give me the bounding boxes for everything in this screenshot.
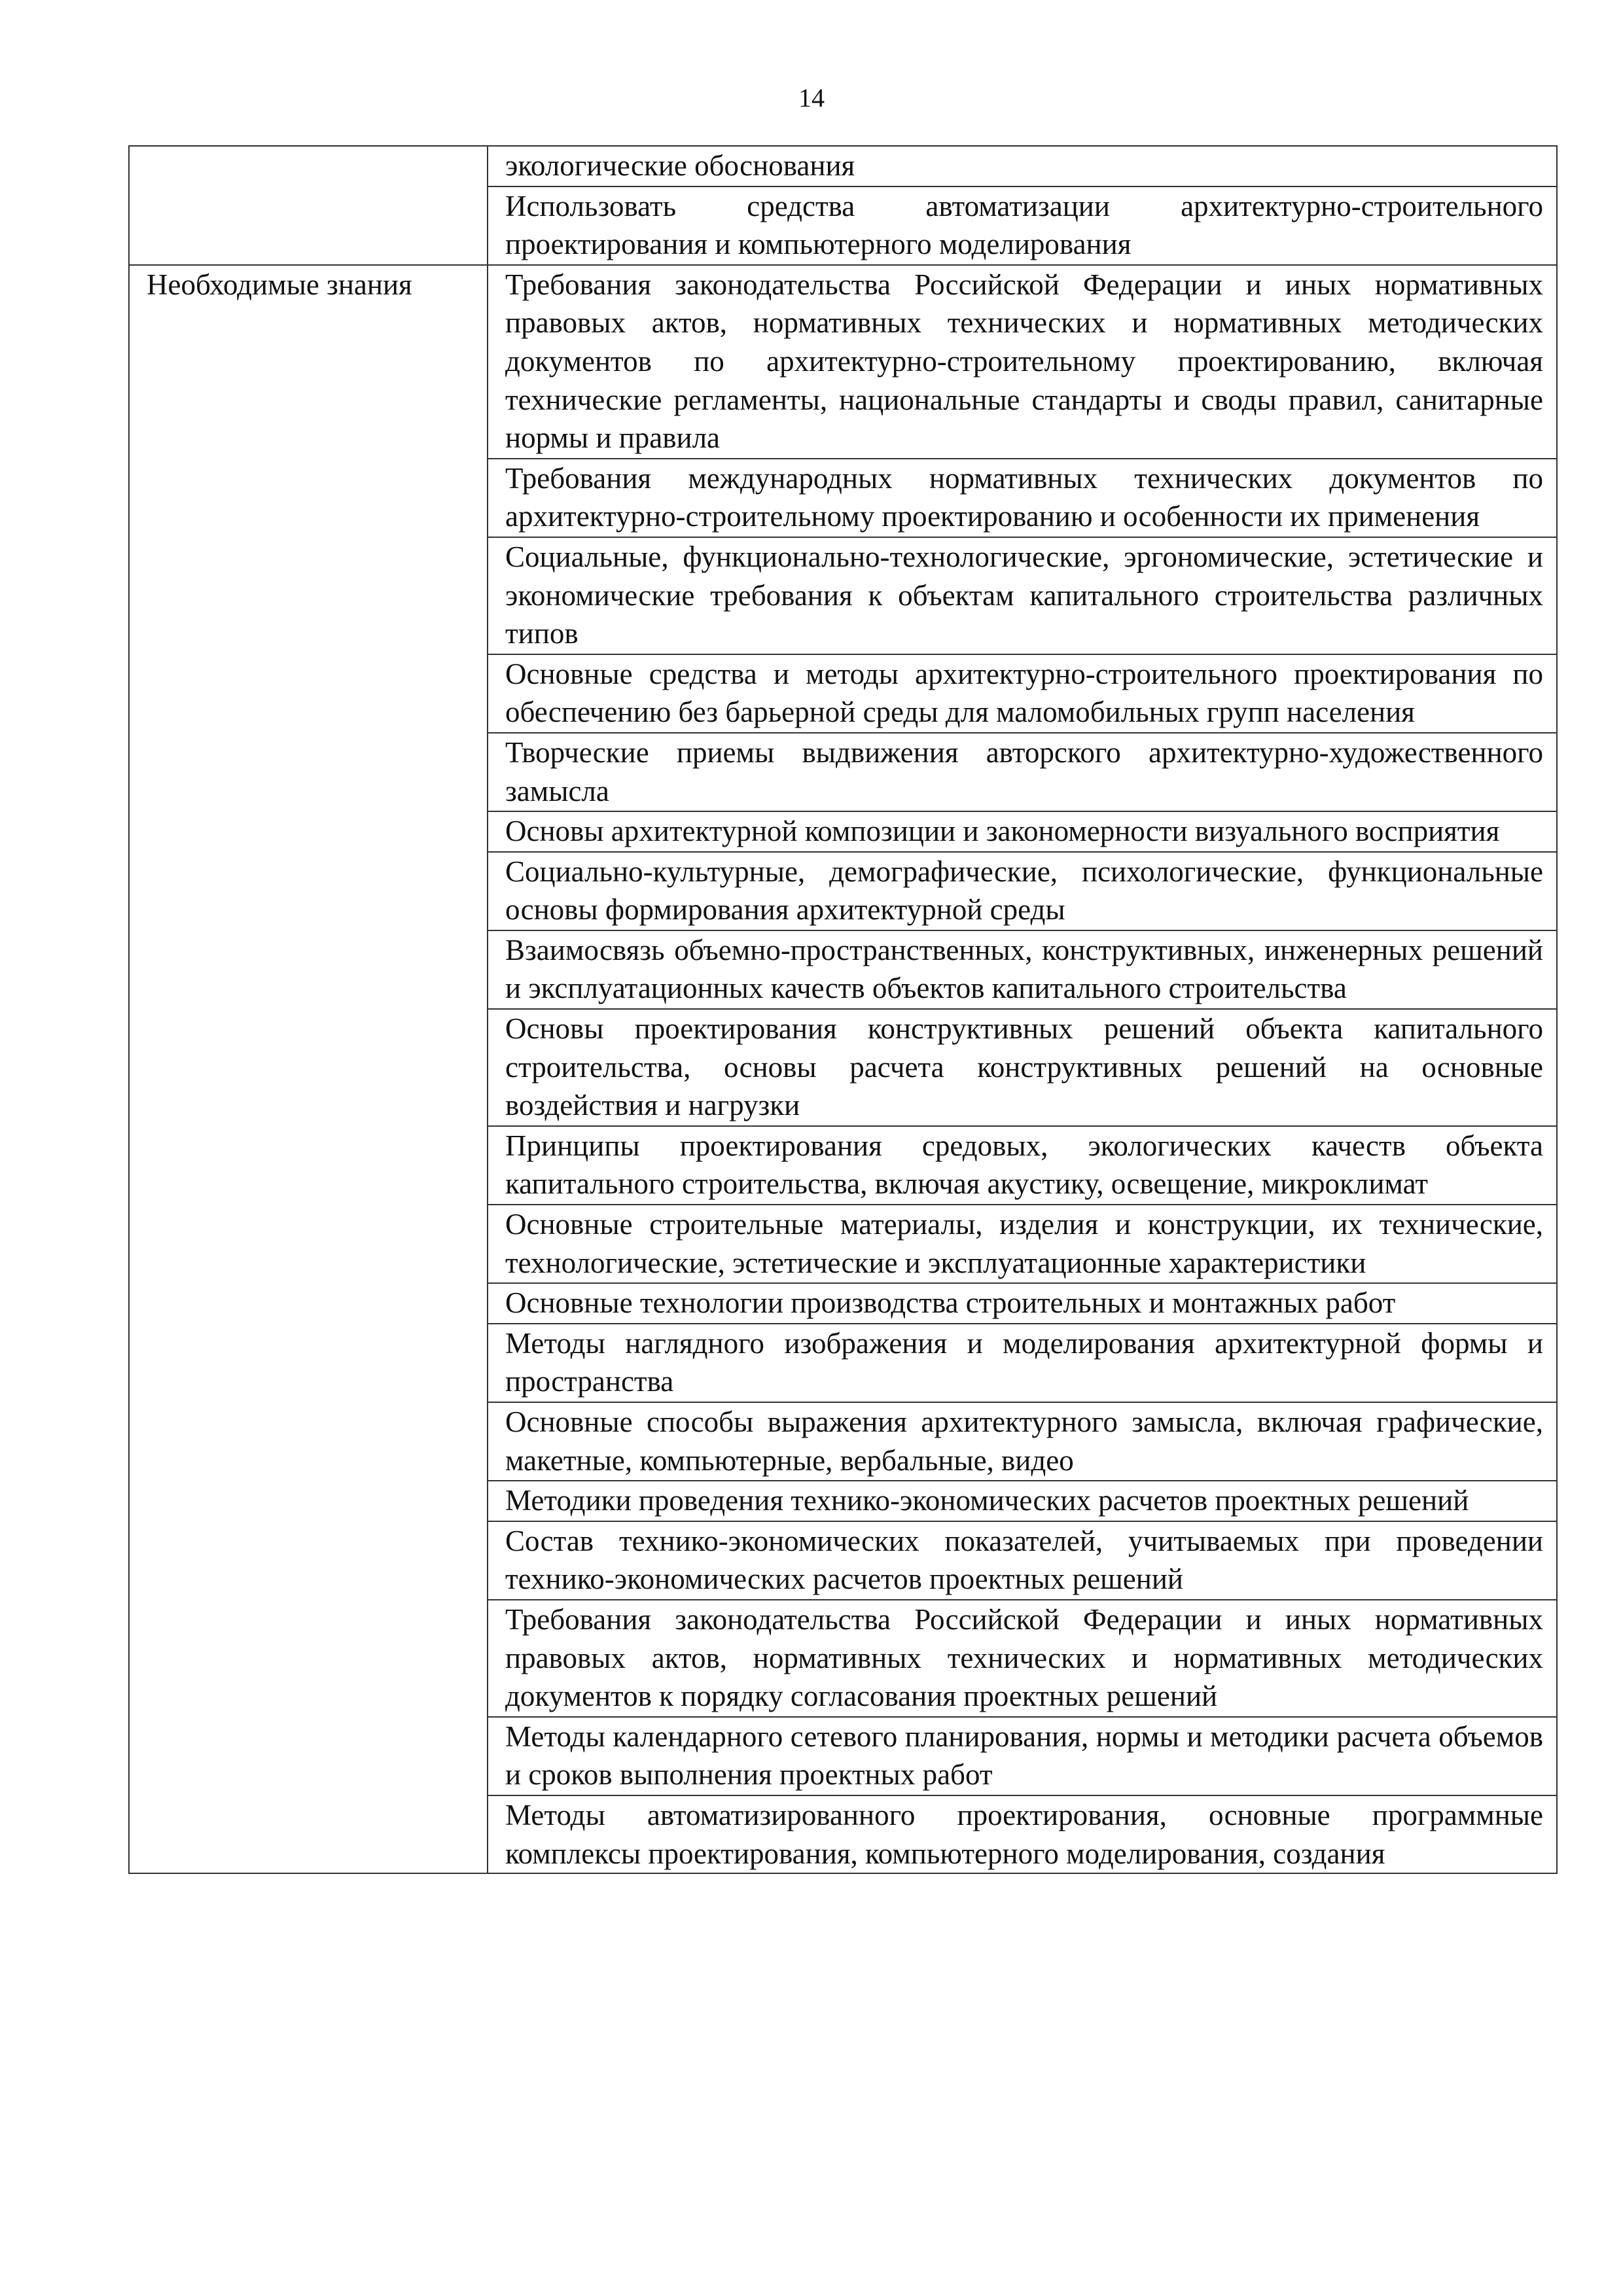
text-cell [488,265,1557,459]
label-cell-empty [129,146,488,265]
text-cell [488,930,1557,1009]
text-cell [488,1009,1557,1126]
row-text: Состав технико-экономических показателей, учитываемых при проведении технико-экономических расчетов проектных решений [505,1524,1543,1596]
row-text: Требования законодательства Российской Федерации и иных нормативных правовых актов, нормативных технических и нормативных методических документов к порядку согласования проектных решений [505,1602,1543,1713]
row-text: Принципы проектирования средовых, экологических качеств объекта капитального строительства, включая акустику, освещение, микроклимат [505,1129,1543,1201]
text-cell [488,1324,1557,1402]
row-text: Использовать средства автоматизации архитектурно-строительного проектирования и компьютерного моделирования [505,189,1543,261]
text-cell [488,733,1557,811]
row-text: Основные технологии производства строительных и монтажных работ [505,1286,1396,1320]
text-cell [488,1521,1557,1600]
row-text: Социально-культурные, демографические, психологические, функциональные основы формирования архитектурной среды [505,855,1543,927]
text-cell [488,1481,1557,1521]
text-cell [488,1717,1557,1795]
row-text: Взаимосвязь объемно-пространственных, конструктивных, инженерных решений и эксплуатационных качеств объектов капитального строительства [505,933,1543,1005]
text-cell [488,1795,1557,1873]
row-text: Основы архитектурной композиции и закономерности визуального восприятия [505,815,1500,848]
text-cell [488,537,1557,654]
text-cell [488,1126,1557,1205]
requirements-table [128,145,1558,1874]
row-text: Методы наглядного изображения и моделирования архитектурной формы и пространства [505,1326,1543,1398]
row-text: Требования международных нормативных технических документов по архитектурно-строительному проектированию и особенности их применения [505,461,1543,533]
row-text: Методики проведения технико-экономических расчетов проектных решений [505,1484,1469,1517]
row-text: Творческие приемы выдвижения авторского архитектурно-художественного замысла [505,735,1543,807]
row-text: Методы автоматизированного проектирования, основные программные комплексы проектирования, компьютерного моделирования, создания [505,1798,1543,1870]
row-text: экологические обоснования [505,149,855,182]
page-number: 14 [798,83,825,113]
text-cell [488,1205,1557,1283]
text-cell [488,146,1557,186]
text-cell [488,459,1557,537]
row-text: Методы календарного сетевого планирования, нормы и методики расчета объемов и сроков выполнения проектных работ [505,1720,1543,1792]
table-row [129,265,1557,459]
row-text: Основные средства и методы архитектурно-строительного проектирования по обеспечению без барьерной среды для маломобильных групп населения [505,657,1543,729]
text-cell [488,654,1557,733]
row-text: Основы проектирования конструктивных решений объекта капитального строительства, основы расчета конструктивных решений на основные воздействия и нагрузки [505,1012,1543,1122]
text-cell [488,811,1557,852]
row-text: Требования законодательства Российской Федерации и иных нормативных правовых актов, нормативных технических и нормативных методических документов по архитектурно-строительному проектированию, включая технические регламенты, национальные стандарты и своды правил, санитарные нормы и правила [505,268,1543,455]
row-text: Основные способы выражения архитектурного замысла, включая графические, макетные, компьютерные, вербальные, видео [505,1405,1543,1477]
text-cell [488,1283,1557,1324]
text-cell [488,1402,1557,1481]
text-cell [488,186,1557,265]
row-text: Основные строительные материалы, изделия и конструкции, их технические, технологические, эстетические и эксплуатационные характеристики [505,1208,1543,1279]
text-cell [488,852,1557,930]
knowledge-label: Необходимые знания [147,268,412,301]
text-cell [488,1600,1557,1717]
table-row [129,146,1557,186]
row-text: Социальные, функционально-технологические, эргономические, эстетические и экономические требования к объектам капитального строительства различных типов [505,540,1543,650]
knowledge-label-cell [129,265,488,1873]
